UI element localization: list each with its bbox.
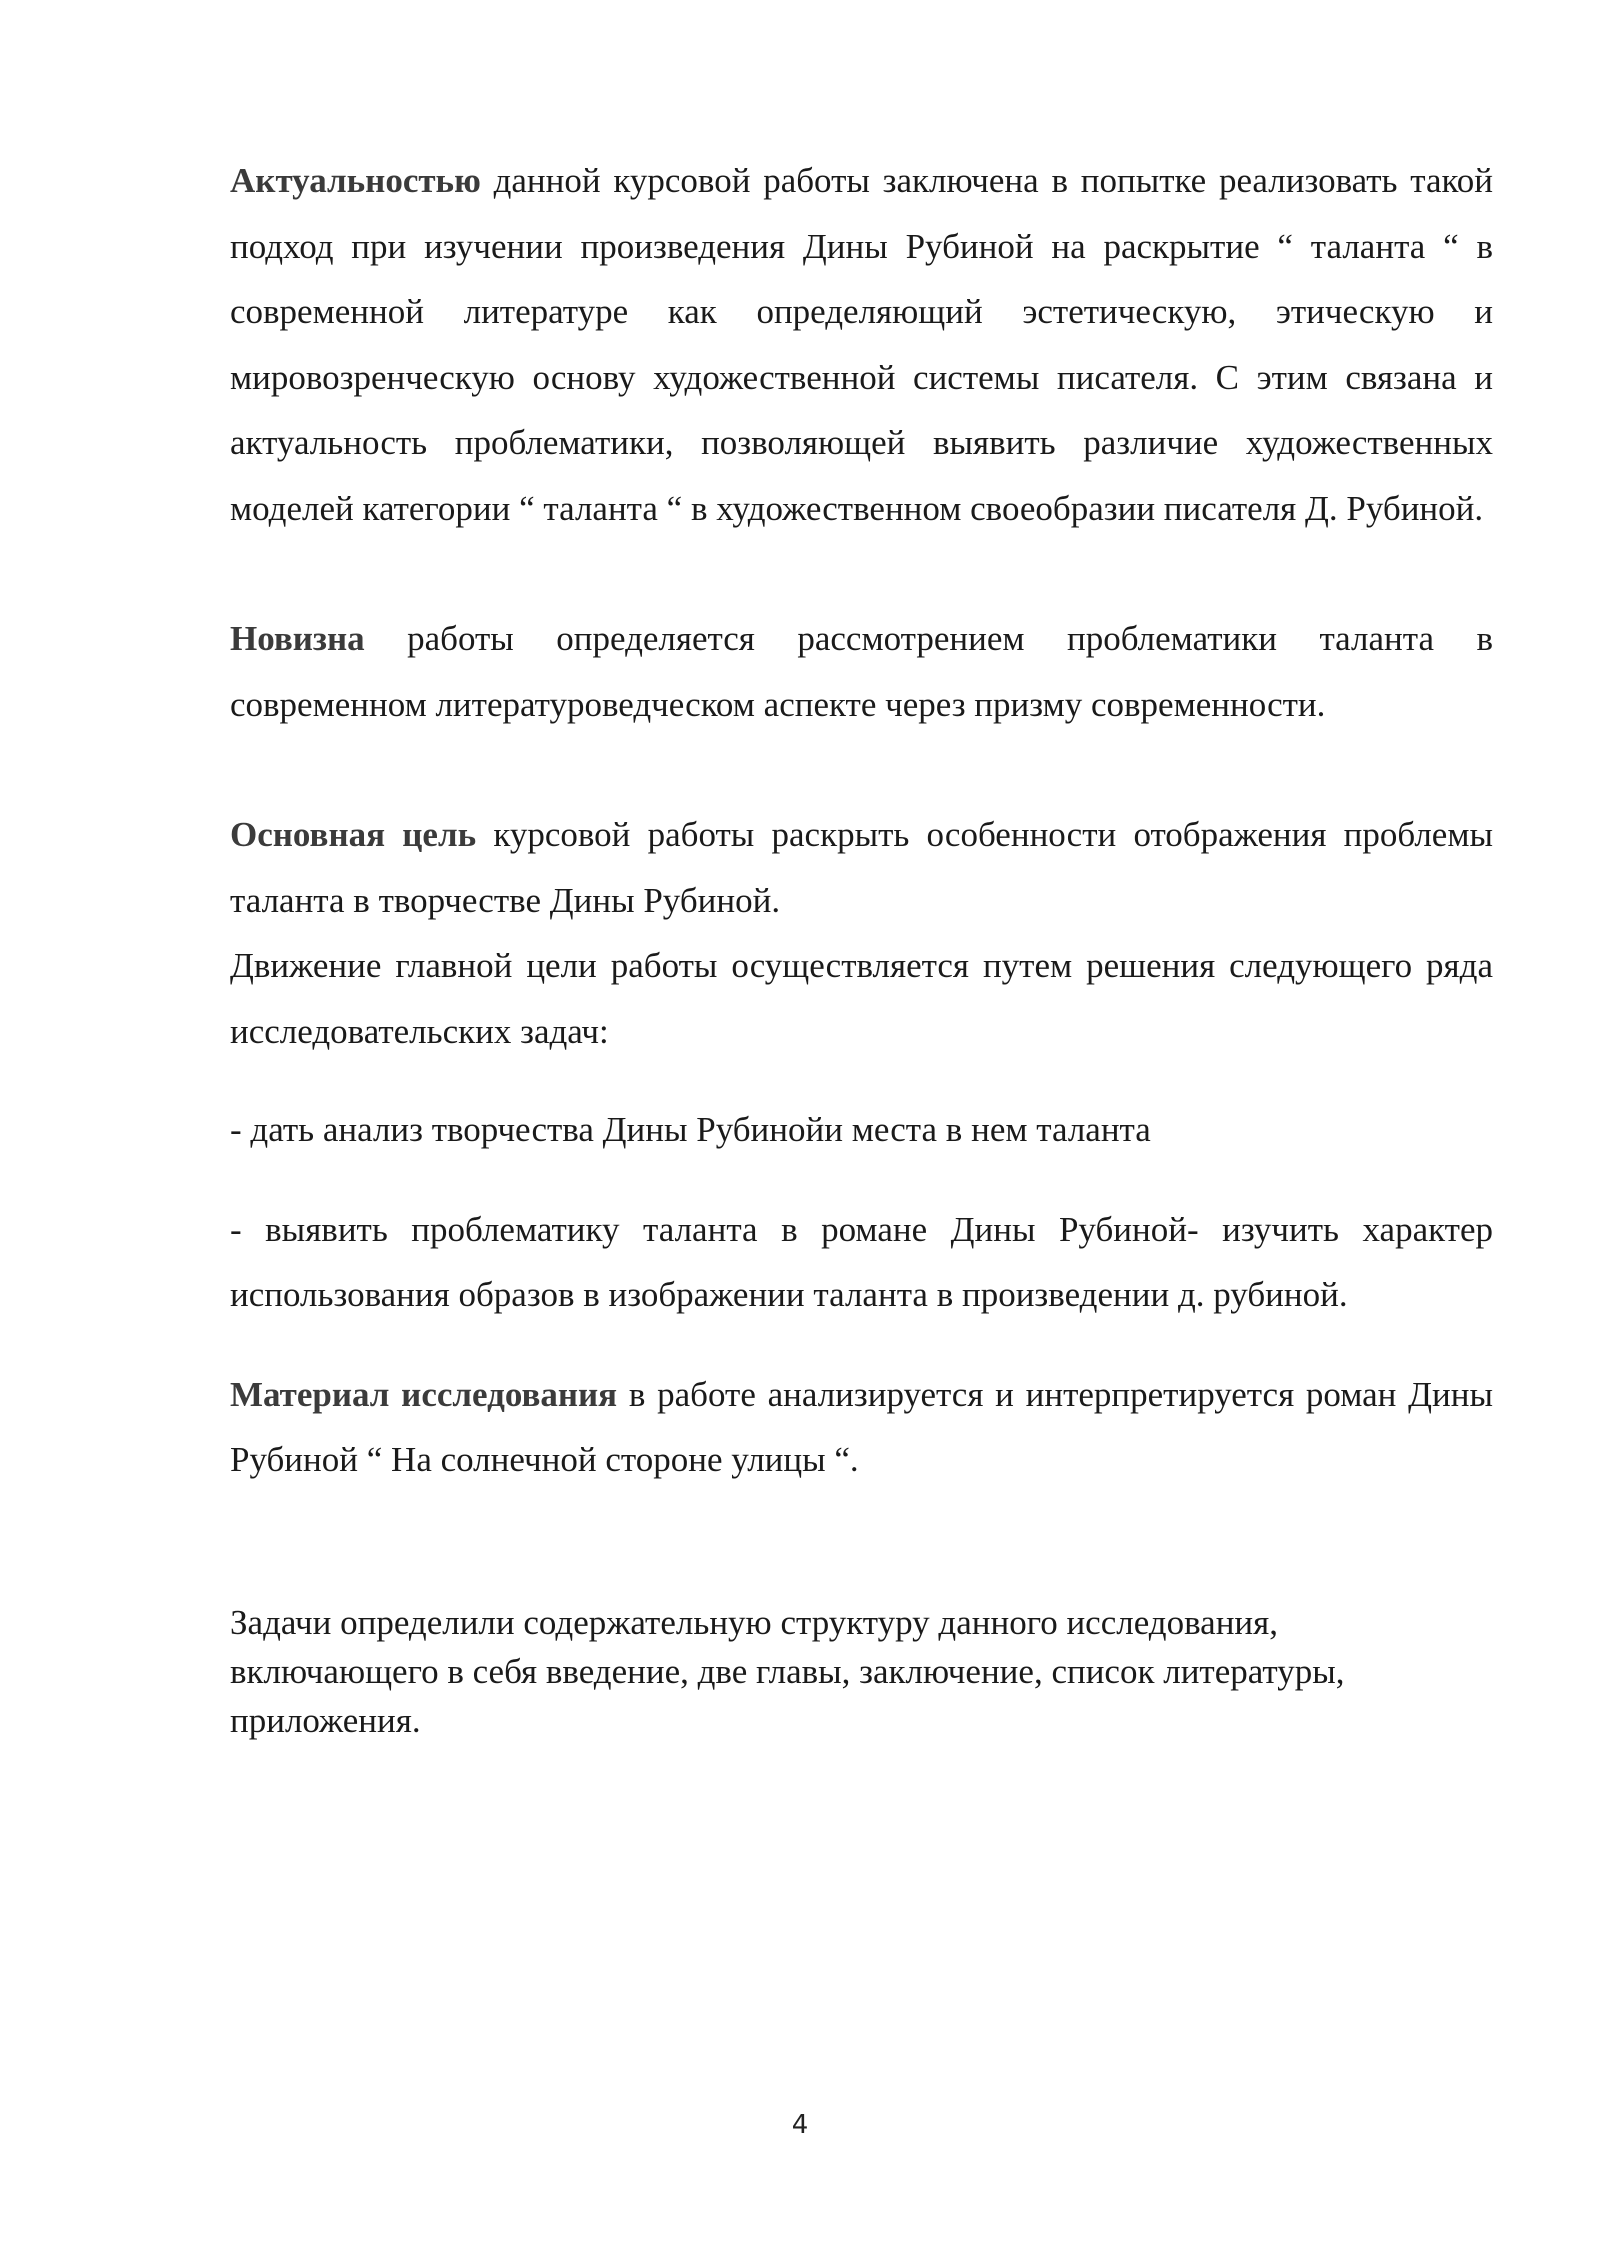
spacer <box>230 1493 1493 1598</box>
paragraph-movement: Движение главной цели работы осуществляется путем решения следующего ряда исследовательских задач: <box>230 946 1493 1051</box>
relevance-text: данной курсовой работы заключена в попытке реализовать такой подход при изучении произведения Дины Рубиной на раскрытие “ таланта “ в современной литературе как определяющий эстетическую, этическую и мировозренческую основу художественной системы писателя. С этим связана и актуальность проблематики, позволяющей выявить различие художественных моделей категории “ таланта “ в художественном своеобразии писателя Д. Рубиной. <box>230 161 1493 528</box>
paragraph-structure: Задачи определили содержательную структуру данного исследования, включающего в себя введение, две главы, заключение, список литературы, приложения. <box>230 1602 1345 1740</box>
spacer <box>230 1328 1493 1362</box>
spacer <box>230 737 1493 802</box>
relevance-lead: Актуальностью <box>230 161 481 200</box>
paragraph-goal <box>230 802 1493 933</box>
page-number: 4 <box>791 2110 809 2140</box>
goal-lead: Основная цель <box>230 815 477 854</box>
spacer <box>230 1064 1493 1097</box>
paragraph-relevance <box>230 148 1493 541</box>
material-lead: Материал исследования <box>230 1374 618 1414</box>
novelty-lead: Новизна <box>230 619 365 658</box>
novelty-text: работы определяется рассмотрением проблематики таланта в современном литературоведческом аспекте через призму современности. <box>230 619 1493 724</box>
paragraph-material <box>230 1362 1493 1493</box>
paragraph-novelty <box>230 606 1493 737</box>
goal-text: курсовой работы раскрыть особенности отображения проблемы таланта в творчестве Дины Рубиной. <box>230 815 1494 920</box>
document-page <box>230 148 1493 1745</box>
task-item-1: - дать анализ творчества Дины Рубинойи места в нем таланта <box>230 1110 1151 1149</box>
spacer <box>230 1163 1493 1197</box>
spacer <box>230 541 1493 606</box>
task-item-2: - выявить проблематику таланта в романе Дины Рубиной- изучить характер использования образов в изображении таланта в произведении д. рубиной. <box>230 1209 1493 1314</box>
material-text: в работе анализируется и интерпретируется роман Дины Рубиной “ На солнечной стороне улицы “. <box>230 1374 1493 1479</box>
